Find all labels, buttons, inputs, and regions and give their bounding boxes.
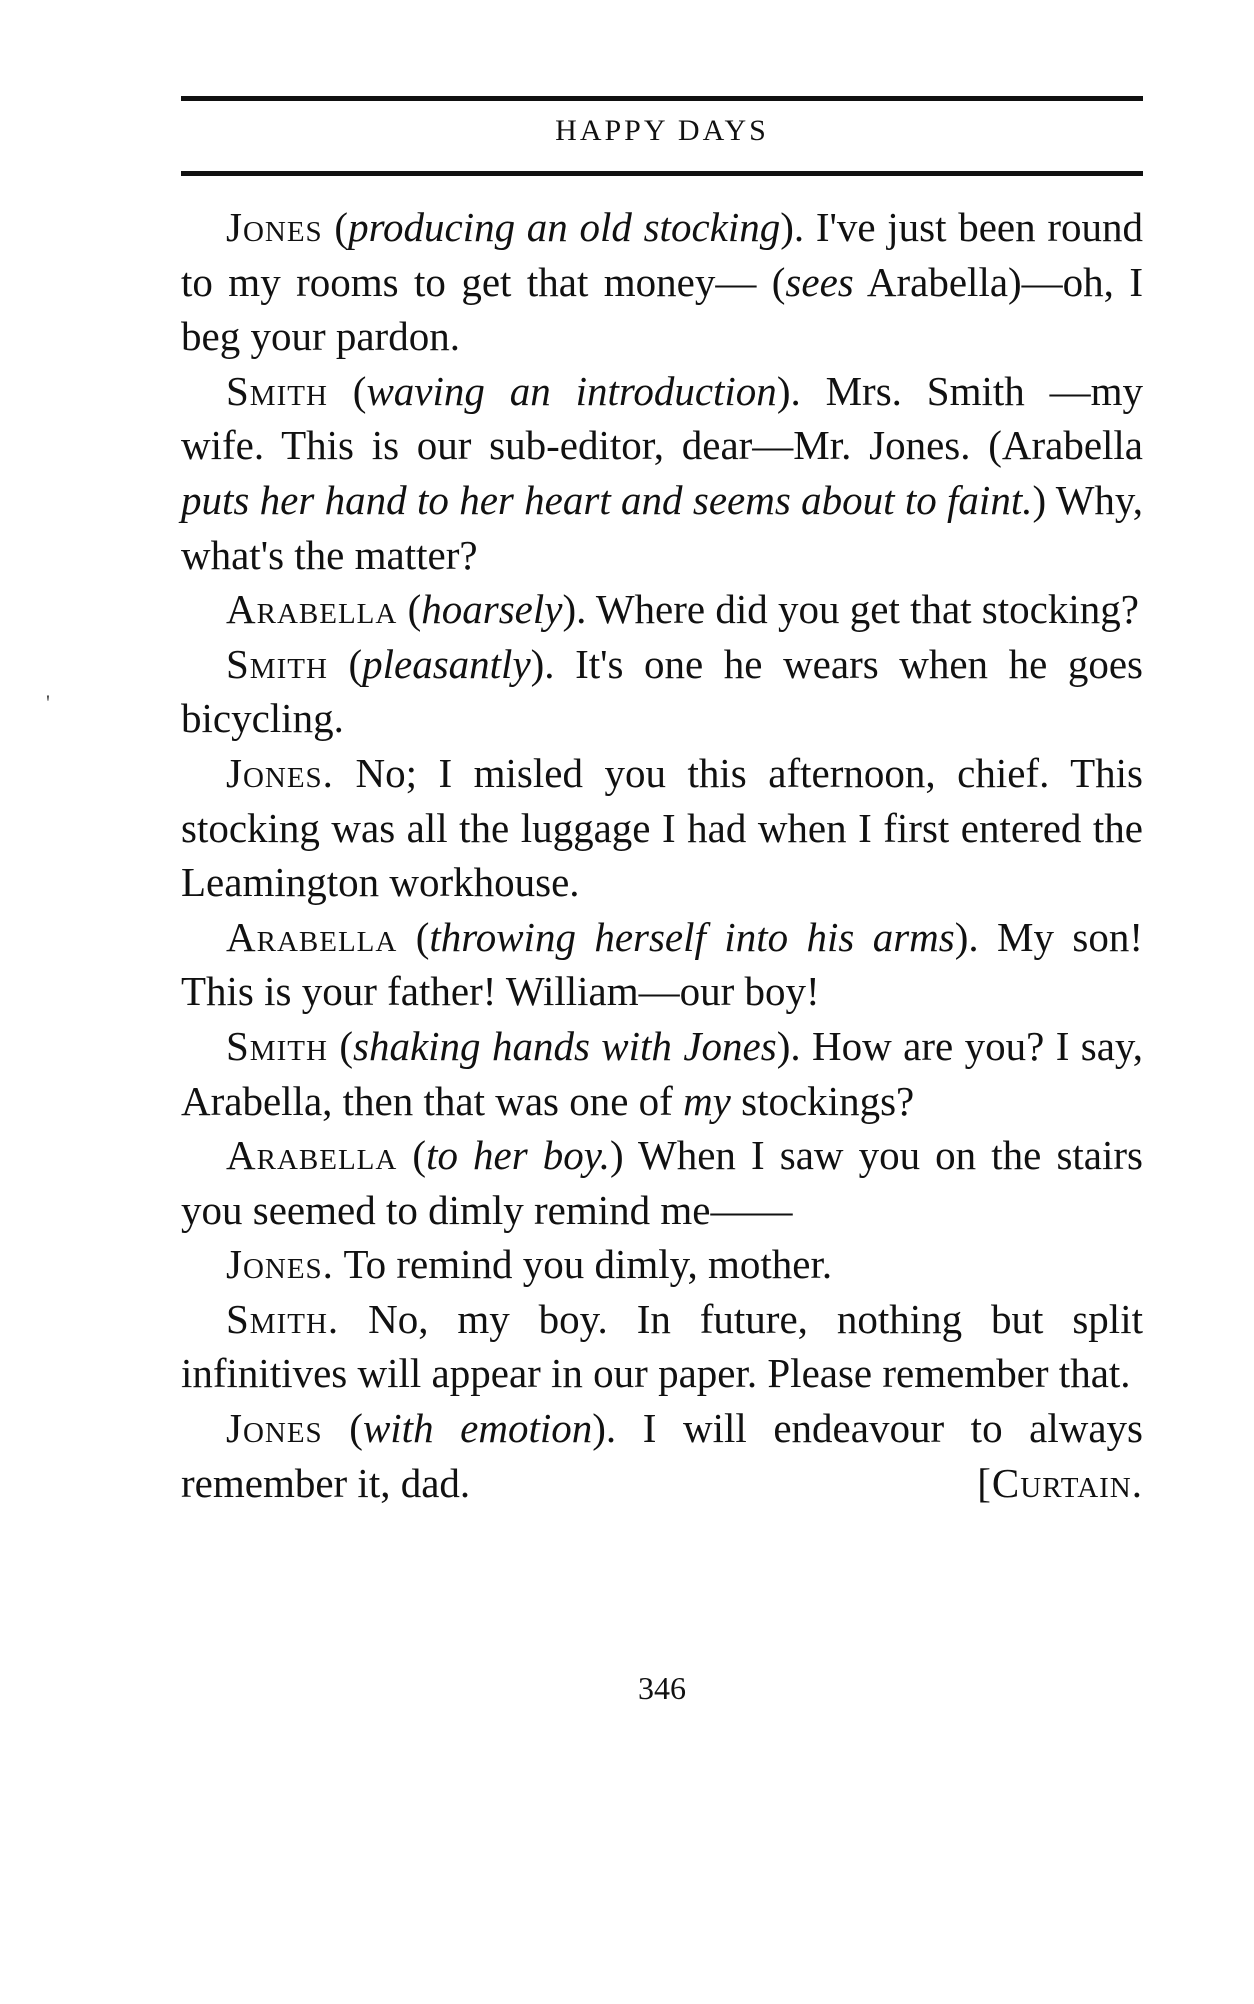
speaker-name: Arabella: [226, 913, 398, 960]
speech-9: [181, 1237, 1143, 1292]
speech-text: Where did you get that stocking?: [586, 586, 1139, 633]
speech-11: Jones (with emotion). I will endeavour to always remember it, dad. [Curtain.: [181, 1401, 1143, 1510]
stage-direction-inline: my: [683, 1077, 731, 1124]
stage-direction: producing an old stocking: [348, 204, 781, 250]
speaker-name: Arabella: [226, 586, 398, 633]
speaker-name: Jones: [226, 1405, 323, 1452]
header-rule-bottom: [181, 171, 1143, 176]
speaker-name: Smith.: [226, 1295, 340, 1342]
speech-5: [181, 746, 1143, 910]
stage-direction: waving an introduction: [366, 367, 777, 414]
speaker-name: Arabella: [226, 1132, 398, 1179]
stage-direction: with emotion: [362, 1405, 593, 1452]
running-head: HAPPY DAYS: [555, 114, 769, 147]
speech-text: Mrs. Smith —my wife. This is our sub-editor, dear—Mr. Jones. (Arabella: [181, 367, 1144, 469]
speech-4: Smith (pleasantly). It's one he wears when he goes bicycling.: [181, 640, 1143, 742]
speech-6: Arabella (throwing herself into his arms). My son! This is your father! William—our boy!: [181, 913, 1143, 1015]
stage-direction: hoarsely: [421, 586, 563, 633]
speech-text: I will endeavour to always remember it, dad.: [181, 1405, 1144, 1506]
speaker-name: Jones.: [226, 1241, 334, 1288]
speech-8: Arabella (to her boy.) When I saw you on the stairs you seemed to dimly remind me——: [181, 1132, 1143, 1233]
speech-text: No; I misled you this afternoon, chief. This stocking was all the luggage I had when I first entered the Leamington workhouse.: [181, 749, 1143, 906]
speech-10: [181, 1292, 1143, 1401]
stage-direction: to her boy.: [426, 1132, 610, 1179]
speech-text: How are you? I say, Arabella, then that was one of: [181, 1022, 1144, 1124]
stage-direction: shaking hands with Jones: [352, 1022, 777, 1069]
header-rule-top: [181, 96, 1143, 101]
page-number: 346: [638, 1670, 686, 1706]
speaker-name: Smith: [226, 1022, 328, 1069]
speaker-name: Smith: [226, 367, 328, 414]
speaker-name: Jones.: [226, 749, 334, 796]
play-text: [181, 200, 1143, 1510]
speech-text: It's one he wears when he goes bicycling.: [181, 640, 1143, 742]
stage-direction-inline: puts her hand to her heart and seems about to faint.: [181, 476, 1033, 523]
stage-direction-inline: sees: [785, 258, 854, 305]
speech-1: Jones (producing an old stocking). I've just been round to my rooms to get that money— (sees Arabella)—oh, I beg your pardon.: [181, 204, 1144, 360]
speech-7: Smith (shaking hands with Jones). How are you? I say, Arabella, then that was one of my stockings?: [181, 1022, 1144, 1124]
speech-text: When I saw you on the stairs you seemed to dimly remind me——: [181, 1132, 1143, 1233]
curtain-direction: [Curtain.: [977, 1459, 1143, 1506]
speaker-name: Jones: [226, 204, 323, 250]
speech-text: I've just been round to my rooms to get that money— (: [181, 204, 1143, 305]
speech-text: No, my boy. In future, nothing but split infinitives will appear in our paper. Please remember that.: [181, 1295, 1143, 1397]
margin-mark: ': [46, 690, 50, 715]
speaker-name: Smith: [226, 640, 328, 687]
stage-direction: pleasantly: [362, 640, 531, 687]
speech-text: To remind you dimly, mother.: [333, 1241, 833, 1288]
speech-3: Arabella (hoarsely). Where did you get that stocking?: [226, 586, 1139, 633]
stage-direction: throwing herself into his arms: [429, 913, 955, 960]
speech-text: My son! This is your father! William—our boy!: [181, 913, 1143, 1015]
speech-2: Smith (waving an introduction). Mrs. Smith —my wife. This is our sub-editor, dear—Mr. Jones. (Arabella puts her hand to her heart and seems about to faint.) Why, what's the matter?: [181, 367, 1144, 578]
